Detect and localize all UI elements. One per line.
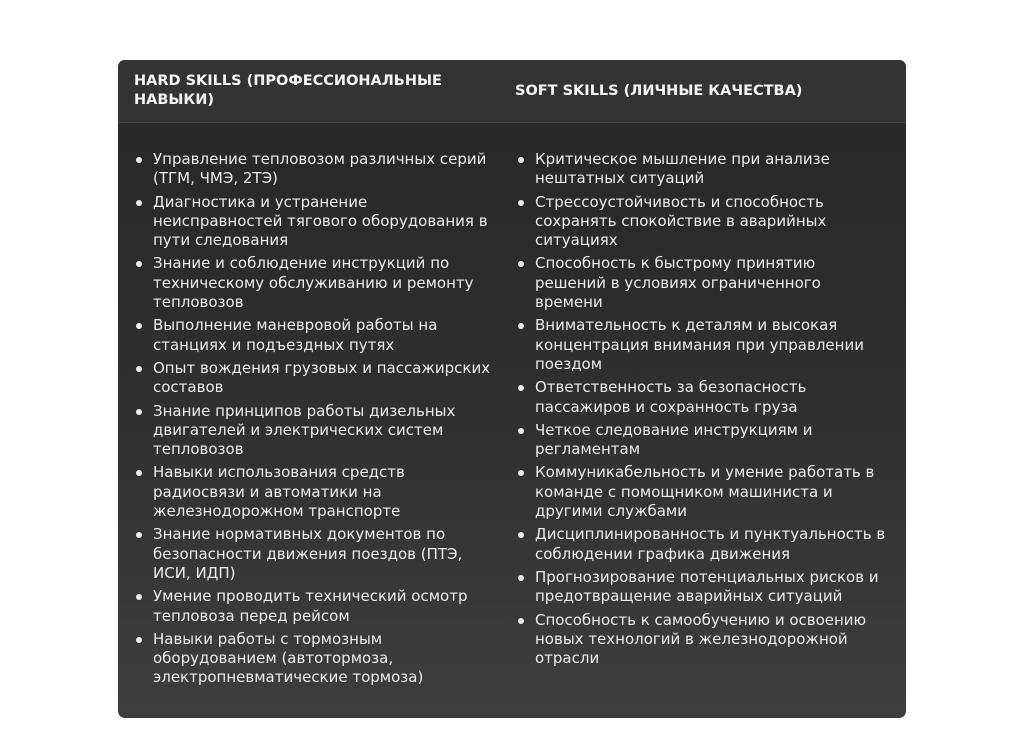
list-item: Способность к быстрому принятию решений в условиях ограниченного времени	[516, 254, 891, 312]
list-item: Критическое мышление при анализе нештатных ситуаций	[516, 150, 891, 189]
list-item: Четкое следование инструкциям и регламентам	[516, 421, 891, 460]
hard-skills-heading: HARD SKILLS (ПРОФЕССИОНАЛЬНЫЕ НАВЫКИ)	[134, 73, 442, 108]
list-item: Знание принципов работы дизельных двигателей и электрических систем тепловозов	[134, 402, 494, 460]
list-item: Навыки использования средств радиосвязи и автоматики на железнодорожном транспорте	[134, 463, 494, 521]
table-header	[118, 60, 906, 123]
list-item: Опыт вождения грузовых и пассажирских составов	[134, 359, 494, 398]
list-item: Прогнозирование потенциальных рисков и предотвращение аварийных ситуаций	[516, 568, 891, 607]
list-item: Диагностика и устранение неисправностей тягового оборудования в пути следования	[134, 193, 494, 251]
list-item: Стрессоустойчивость и способность сохранять спокойствие в аварийных ситуациях	[516, 193, 891, 251]
soft-skills-list	[516, 150, 891, 672]
list-item: Управление тепловозом различных серий (ТГМ, ЧМЭ, 2ТЭ)	[134, 150, 494, 189]
list-item: Выполнение маневровой работы на станциях и подъездных путях	[134, 316, 494, 355]
list-item: Способность к самообучению и освоению новых технологий в железнодорожной отрасли	[516, 611, 891, 669]
list-item: Умение проводить технический осмотр тепловоза перед рейсом	[134, 587, 494, 626]
skills-table	[118, 60, 906, 718]
list-item: Навыки работы с тормозным оборудованием (автотормоза, электропневматические тормоза)	[134, 630, 494, 688]
list-item: Дисциплинированность и пунктуальность в соблюдении графика движения	[516, 525, 891, 564]
list-item: Знание нормативных документов по безопасности движения поездов (ПТЭ, ИСИ, ИДП)	[134, 525, 494, 583]
list-item: Знание и соблюдение инструкций по техническому обслуживанию и ремонту тепловозов	[134, 254, 494, 312]
soft-skills-heading: SOFT SKILLS (ЛИЧНЫЕ КАЧЕСТВА)	[515, 83, 803, 99]
list-item: Коммуникабельность и умение работать в команде с помощником машиниста и другими службами	[516, 463, 891, 521]
list-item: Ответственность за безопасность пассажиров и сохранность груза	[516, 378, 891, 417]
hard-skills-list	[134, 150, 494, 692]
list-item: Внимательность к деталям и высокая концентрация внимания при управлении поездом	[516, 316, 891, 374]
